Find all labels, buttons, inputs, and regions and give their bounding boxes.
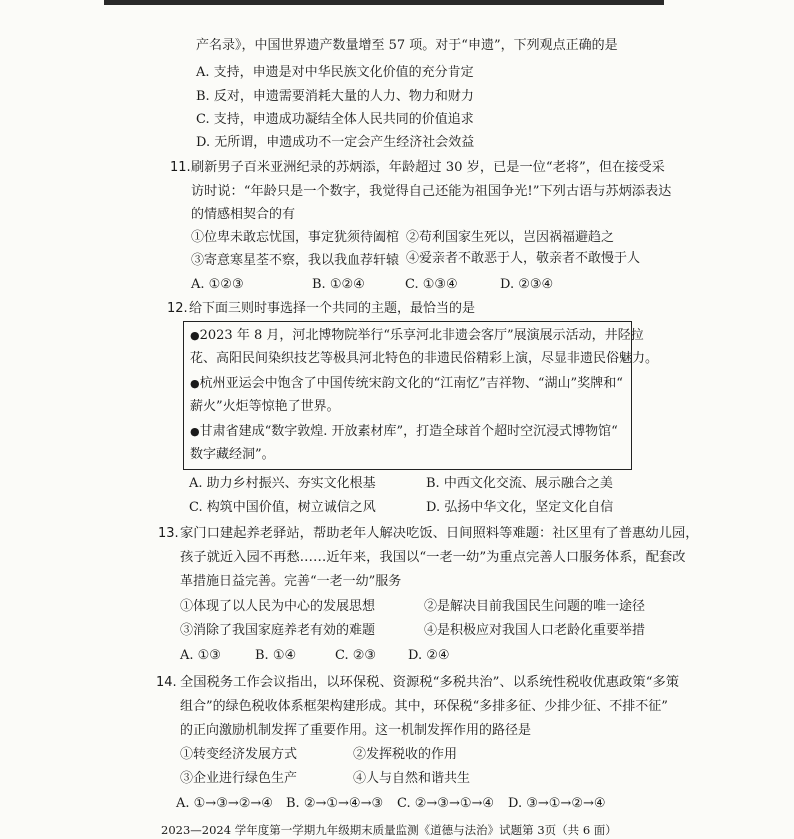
q11-item-3: ③寄意寒星荃不察，我以我血荐轩辕 — [191, 253, 400, 268]
q11-item-1: ①位卑未敢忘忧国，事定犹须待阖棺 — [191, 230, 400, 245]
q12-choice-d: D. 弘扬中华文化，坚定文化自信 — [426, 500, 614, 515]
q14-stem-line-1: 全国税务工作会议指出，以环保税、资源税“多税共治”、以系统性税收优惠政策“多策 — [180, 675, 680, 690]
page-footer: 2023—2024 学年度第一学期九年级期末质量监测《道德与法治》试题第 3页（共 6 面） — [161, 823, 617, 837]
news-item-3-line-2: 数字藏经洞”。 — [190, 447, 275, 462]
q10-option-c: C. 支持，申遗成功凝结全体人民共同的价值追求 — [196, 112, 474, 127]
q14-choice-a: A. ①→③→②→④ — [176, 796, 273, 811]
q13-choice-d: D. ②④ — [408, 648, 450, 663]
bullet-icon: ● — [190, 329, 200, 342]
q11-choice-d: D. ②③④ — [500, 277, 554, 292]
q12-stem: 给下面三则时事选择一个共同的主题，最恰当的是 — [189, 301, 476, 316]
q13-stem-line-2: 孩子就近入园不再愁……近年来，我国以“一老一幼”为重点完善人口服务体系，配套改 — [180, 550, 686, 565]
news-item-1-line-1: ●2023 年 8 月，河北博物院举行“乐享河北非遗会客厅”展演展示活动，井陉拉 — [190, 328, 644, 343]
scan-edge-bar — [104, 0, 664, 5]
news-item-1-line-2: 花、高阳民间染织技艺等极具河北特色的非遗民俗精彩上演，尽显非遗民俗魅力。 — [190, 351, 659, 366]
q12-choice-b: B. 中西文化交流、展示融合之美 — [426, 476, 613, 491]
q14-choice-c: C. ②→③→①→④ — [397, 796, 495, 811]
bullet-icon: ● — [190, 425, 200, 438]
q12-number: 12. — [167, 301, 188, 316]
q13-item-2: ②是解决目前我国民生问题的唯一途径 — [424, 599, 646, 614]
q10-option-a: A. 支持，申遗是对中华民族文化价值的充分肯定 — [196, 65, 474, 80]
bullet-icon: ● — [190, 377, 200, 390]
q14-item-1: ①转变经济发展方式 — [180, 747, 298, 762]
q11-item-2: ②苟利国家生死以，岂因祸福避趋之 — [406, 230, 615, 245]
news-item-3-line-1: ●甘肃省建成“数字敦煌. 开放素材库”，打造全球首个超时空沉浸式博物馆“ — [190, 424, 618, 439]
q11-item-4: ④爱亲者不敢恶于人，敬亲者不敢慢于人 — [406, 251, 641, 266]
q14-choice-d: D. ③→①→②→④ — [508, 796, 606, 811]
q11-choice-a: A. ①②③ — [191, 277, 244, 292]
q14-number: 14. — [156, 675, 177, 690]
q11-stem-line-3: 的情感相契合的有 — [191, 207, 296, 222]
q11-number: 11. — [170, 160, 191, 175]
q13-choice-a: A. ①③ — [180, 648, 221, 663]
q14-item-3: ③企业进行绿色生产 — [180, 771, 298, 786]
q10-stem-tail: 产名录》，中国世界遗产数量增至 57 项。对于“申遗”，下列观点正确的是 — [196, 38, 618, 53]
news-item-2-line-1: ●杭州亚运会中饱含了中国传统宋韵文化的“江南忆”吉祥物、“湖山”奖牌和“ — [190, 376, 623, 391]
q14-stem-line-2: 组合”的绿色税收体系框架构建形成。其中，环保税“多排多征、少排少征、不排不征” — [180, 699, 668, 714]
q14-item-2: ②发挥税收的作用 — [353, 747, 458, 762]
q14-item-4: ④人与自然和谐共生 — [353, 771, 471, 786]
q13-stem-line-1: 家门口建起养老驿站，帮助老年人解决吃饭、日间照料等难题：社区里有了普惠幼儿园， — [180, 526, 699, 541]
q13-item-4: ④是积极应对我国人口老龄化重要举措 — [424, 623, 646, 638]
q13-stem-line-3: 革措施日益完善。完善“一老一幼”服务 — [180, 574, 402, 589]
q10-option-d: D. 无所谓，申遗成功不一定会产生经济社会效益 — [196, 135, 475, 150]
news-item-2-line-2: 薪火”火炬等惊艳了世界。 — [190, 399, 340, 414]
q13-number: 13. — [158, 526, 179, 541]
q11-choice-b: B. ①②④ — [312, 277, 365, 292]
q13-choice-b: B. ①④ — [255, 648, 297, 663]
q13-choice-c: C. ②③ — [335, 648, 377, 663]
q13-item-3: ③消除了我国家庭养老有効的难题 — [180, 623, 376, 638]
q11-choice-c: C. ①③④ — [405, 277, 458, 292]
q13-item-1: ①体现了以人民为中心的发展思想 — [180, 599, 376, 614]
q12-choice-a: A. 助力乡村振兴、夯实文化根基 — [189, 476, 376, 491]
q10-option-b: B. 反对，申遗需要消耗大量的人力、物力和财力 — [196, 89, 474, 104]
q14-choice-b: B. ②→①→④→③ — [286, 796, 384, 811]
q14-stem-line-3: 的正向激励机制发挥了重要作用。这一机制发挥作用的路径是 — [180, 723, 532, 738]
q11-stem-line-1: 刷新男子百米亚洲纪录的苏炳添，年龄超过 30 岁，已是一位“老将”，但在接受采 — [191, 160, 665, 175]
q11-stem-line-2: 访时说：“年龄只是一个数字，我觉得自己还能为祖国争光!”下列古语与苏炳添表达 — [191, 184, 672, 199]
q12-choice-c: C. 构筑中国价值，树立诚信之风 — [189, 500, 376, 515]
